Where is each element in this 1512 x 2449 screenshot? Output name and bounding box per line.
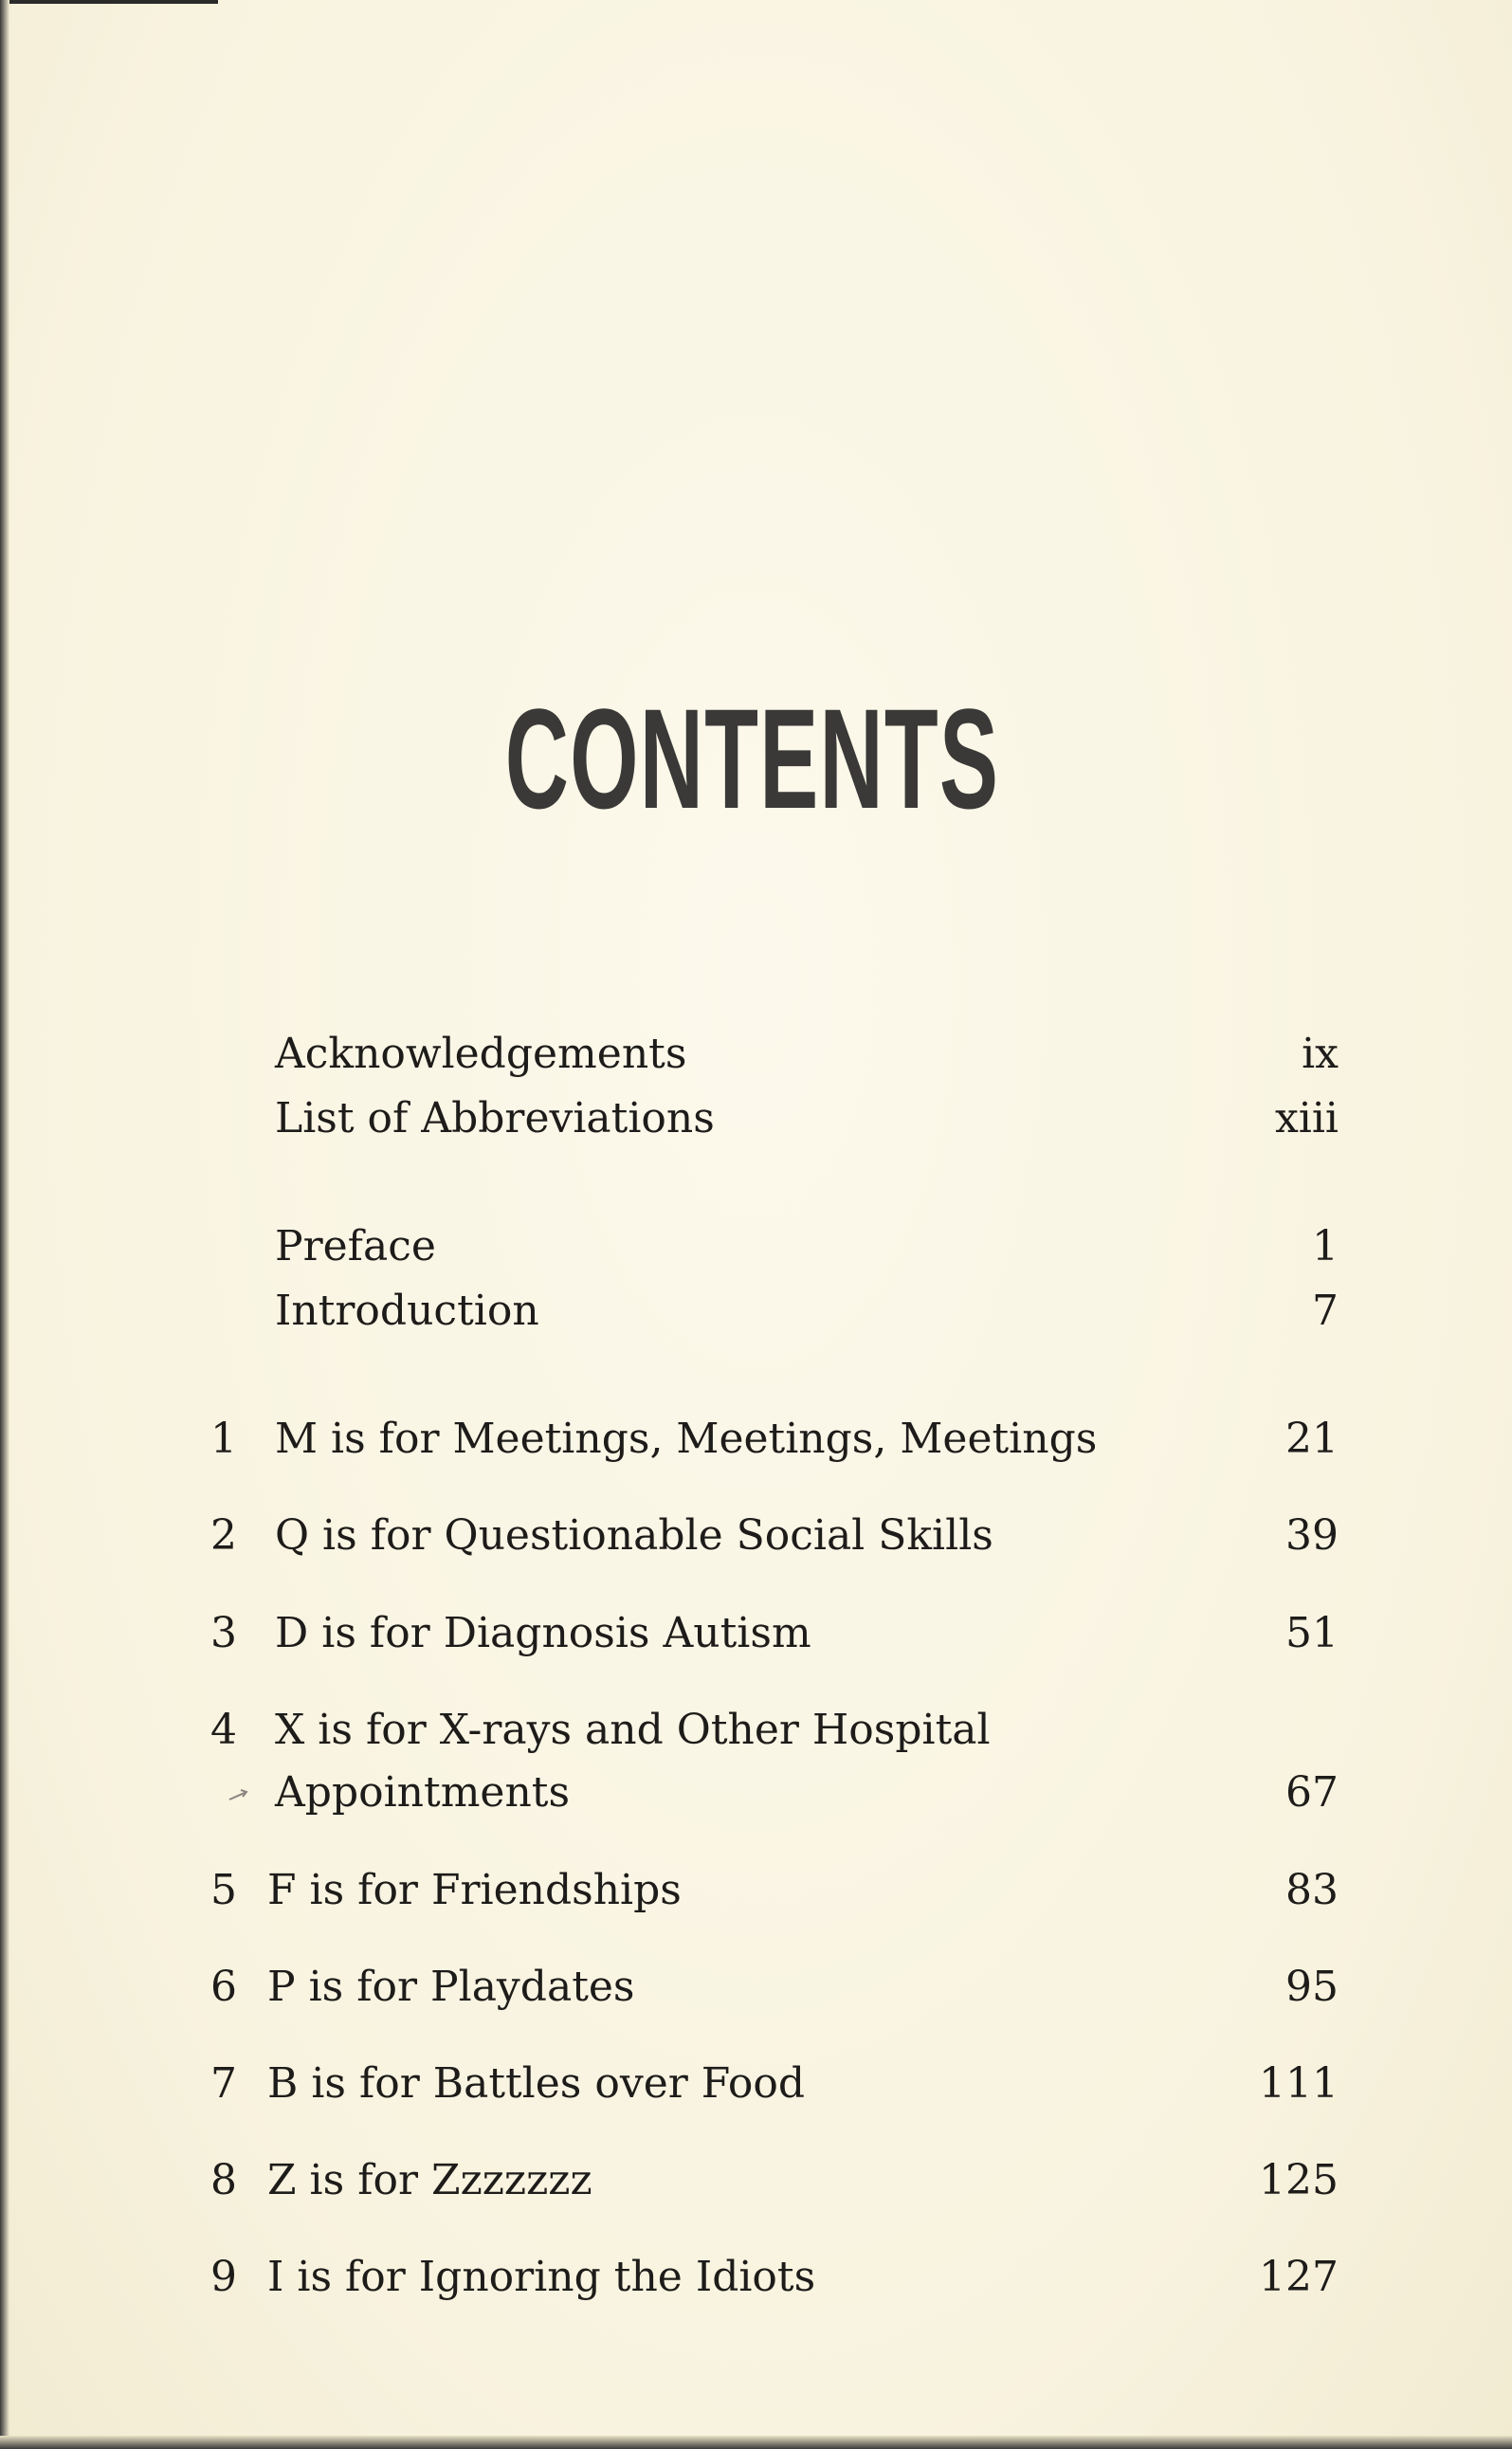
toc-chapter-number: 6	[210, 1963, 237, 2011]
toc-entry-label: Introduction	[275, 1287, 539, 1335]
toc-entry-label: Q is for Questionable Social Skills	[275, 1511, 993, 1560]
toc-entry-label: F is for Friendships	[267, 1866, 682, 1914]
toc-entry-label: Z is for Zzzzzzz	[267, 2156, 592, 2204]
toc-chapter-number: 1	[210, 1415, 237, 1463]
toc-chapter-number: 4	[210, 1706, 237, 1754]
toc-entry-page: 127	[1259, 2253, 1339, 2301]
toc-entry-page: 67	[1285, 1768, 1339, 1817]
toc-chapter-number: 3	[210, 1609, 237, 1657]
page-title: CONTENTS	[504, 679, 1000, 838]
toc-entry-page: 7	[1312, 1287, 1339, 1335]
toc-entry-label: D is for Diagnosis Autism	[275, 1609, 811, 1657]
toc-chapter-number: 9	[210, 2253, 237, 2301]
pencil-mark-icon	[228, 1782, 250, 1805]
toc-entry-label: Preface	[275, 1222, 436, 1270]
toc-entry-page: 111	[1259, 2059, 1339, 2108]
toc-entry-label: B is for Battles over Food	[267, 2059, 806, 2108]
toc-entry-label: P is for Playdates	[267, 1963, 635, 2011]
toc-chapter-number: 5	[210, 1866, 237, 1914]
toc-entry-page: 95	[1285, 1963, 1339, 2011]
toc-entry-page: 125	[1259, 2156, 1339, 2204]
toc-entry-page: 39	[1285, 1511, 1339, 1560]
toc-entry-page: 1	[1312, 1222, 1339, 1270]
toc-entry-label: X is for X-rays and Other Hospital	[275, 1706, 991, 1754]
toc-entry-label-continued: Appointments	[275, 1768, 571, 1817]
toc-chapter-number: 2	[210, 1511, 237, 1560]
toc-entry-page: ix	[1302, 1030, 1339, 1078]
toc-entry-label: I is for Ignoring the Idiots	[267, 2253, 816, 2301]
toc-entry-label: List of Abbreviations	[275, 1094, 715, 1142]
toc-chapter-number: 7	[210, 2059, 237, 2108]
toc-entry-page: 83	[1285, 1866, 1339, 1914]
toc-entry-label: M is for Meetings, Meetings, Meetings	[275, 1415, 1098, 1463]
toc-entry-page: xiii	[1274, 1094, 1339, 1142]
toc-entry-page: 21	[1285, 1415, 1339, 1463]
toc-entry-label: Acknowledgements	[275, 1030, 687, 1078]
toc-entry-page: 51	[1285, 1609, 1339, 1657]
toc-chapter-number: 8	[210, 2156, 237, 2204]
